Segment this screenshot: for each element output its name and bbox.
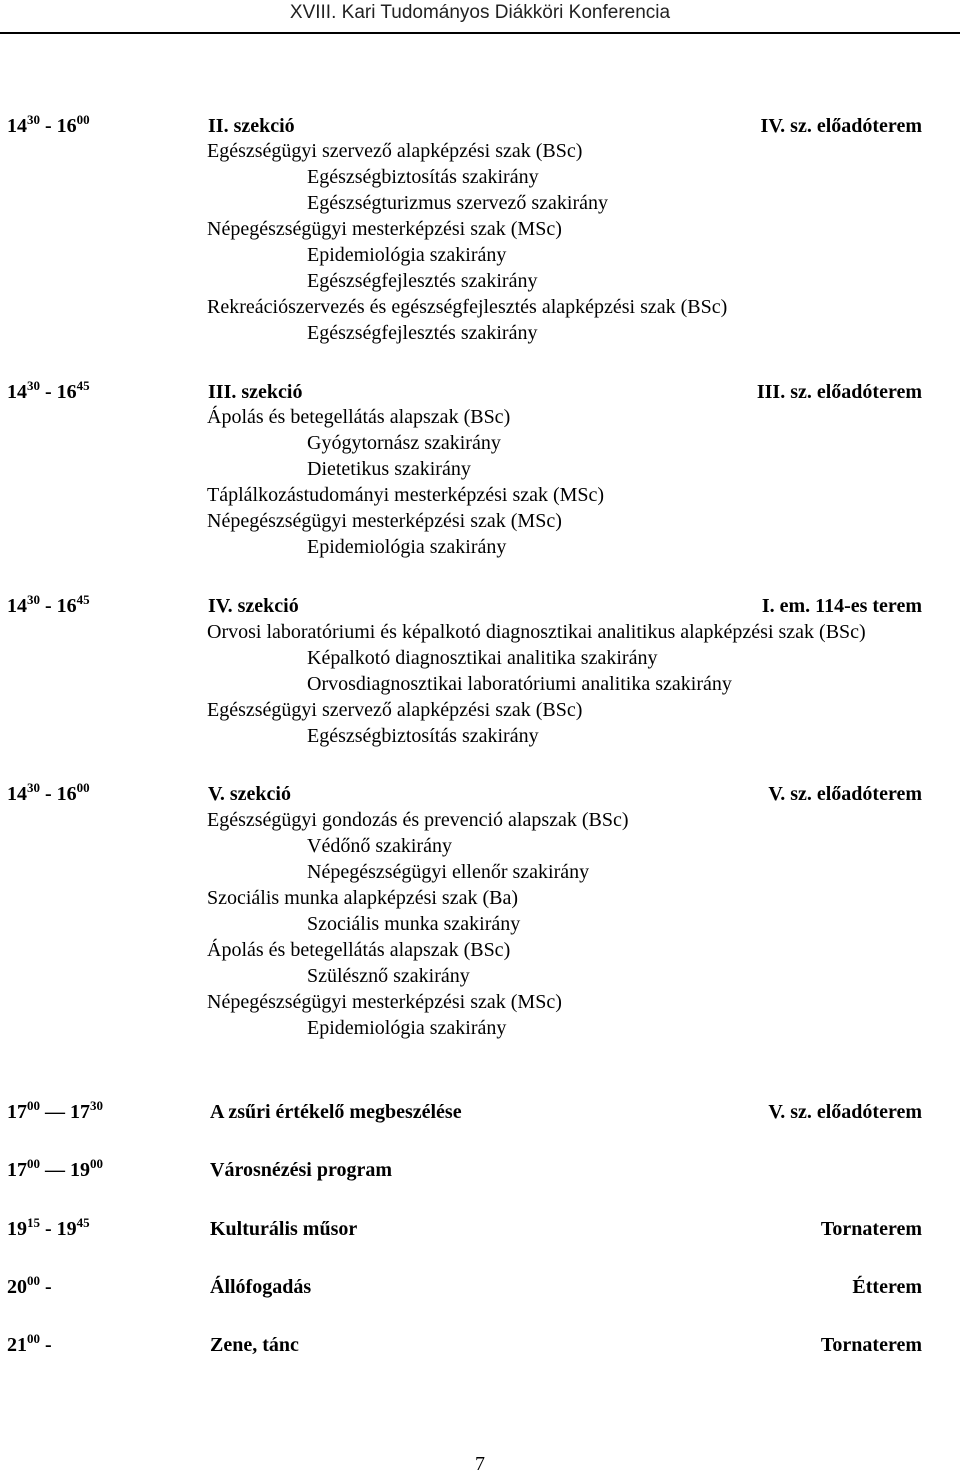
specialization-line: Epidemiológia szakirány (307, 536, 507, 558)
specialization-line: Képalkotó diagnosztikai analitika szakirány (307, 647, 658, 669)
event-title: Állófogadás (210, 1276, 312, 1298)
program-line: Egészségügyi gondozás és prevenció alapszak (BSc) (207, 809, 629, 831)
specialization-line: Szociális munka szakirány (307, 913, 521, 935)
session-room: IV. sz. előadóterem (760, 115, 922, 137)
program-line: Népegészségügyi mesterképzési szak (MSc) (207, 991, 562, 1013)
program-line: Orvosi laboratóriumi és képalkotó diagnosztikai analitikus alapképzési szak (BSc) (207, 621, 866, 643)
program-line: Ápolás és betegellátás alapszak (BSc) (207, 939, 511, 961)
event-title: Kulturális műsor (210, 1218, 358, 1240)
program-line: Népegészségügyi mesterképzési szak (MSc) (207, 510, 562, 532)
event-time: $21^{00}$ - (7, 1331, 52, 1356)
specialization-line: Egészségfejlesztés szakirány (307, 322, 538, 344)
session-time: $14^{30} - 16^{00}$ (7, 780, 90, 805)
session-title: V. szekció (208, 783, 291, 805)
header-rule (0, 32, 960, 34)
session-time: $14^{30} - 16^{00}$ (7, 112, 90, 137)
event-location: Tornaterem (820, 1334, 922, 1356)
specialization-line: Gyógytornász szakirány (307, 432, 501, 454)
event-title: A zsűri értékelő megbeszélése (210, 1101, 462, 1123)
event-location: V. sz. előadóterem (768, 1101, 922, 1123)
specialization-line: Védőnő szakirány (307, 835, 452, 857)
session-time: $14^{30} - 16^{45}$ (7, 592, 90, 617)
program-line: Népegészségügyi mesterképzési szak (MSc) (207, 218, 562, 240)
specialization-line: Egészségbiztosítás szakirány (307, 725, 539, 747)
session-room: I. em. 114-es terem (761, 595, 922, 617)
event-location: Étterem (852, 1276, 922, 1298)
specialization-line: Egészségfejlesztés szakirány (307, 270, 538, 292)
event-title: Városnézési program (210, 1159, 393, 1181)
event-time: $17^{00}$ — $19^{00}$ (7, 1156, 103, 1181)
specialization-line: Orvosdiagnosztikai laboratóriumi analitika szakirány (307, 673, 732, 695)
session-time: $14^{30} - 16^{45}$ (7, 378, 90, 403)
event-time: $20^{00}$ - (7, 1273, 52, 1298)
program-line: Táplálkozástudományi mesterképzési szak (MSc) (207, 484, 605, 506)
program-line: Szociális munka alapképzési szak (Ba) (207, 887, 518, 909)
specialization-line: Népegészségügyi ellenőr szakirány (307, 861, 590, 883)
program-line: Egészségügyi szervező alapképzési szak (BSc) (207, 699, 583, 721)
specialization-line: Egészségbiztosítás szakirány (307, 166, 539, 188)
session-room: V. sz. előadóterem (768, 783, 922, 805)
program-line: Rekreációszervezés és egészségfejlesztés alapképzési szak (BSc) (207, 296, 728, 318)
event-time: $17^{00}$ — $17^{30}$ (7, 1098, 103, 1123)
session-title: IV. szekció (208, 595, 299, 617)
specialization-line: Dietetikus szakirány (307, 458, 471, 480)
event-time: $19^{15} - 19^{45}$ (7, 1215, 90, 1240)
session-room: III. sz. előadóterem (756, 381, 922, 403)
session-title: II. szekció (208, 115, 295, 137)
specialization-line: Epidemiológia szakirány (307, 244, 507, 266)
event-location: Tornaterem (820, 1218, 922, 1240)
event-title: Zene, tánc (210, 1334, 299, 1356)
session-title: III. szekció (208, 381, 303, 403)
program-line: Egészségügyi szervező alapképzési szak (BSc) (207, 140, 583, 162)
page-number: 7 (475, 1453, 485, 1475)
program-line: Ápolás és betegellátás alapszak (BSc) (207, 406, 511, 428)
specialization-line: Epidemiológia szakirány (307, 1017, 507, 1039)
specialization-line: Egészségturizmus szervező szakirány (307, 192, 608, 214)
running-header: XVIII. Kari Tudományos Diákköri Konferencia (289, 2, 671, 23)
specialization-line: Szülésznő szakirány (307, 965, 470, 987)
